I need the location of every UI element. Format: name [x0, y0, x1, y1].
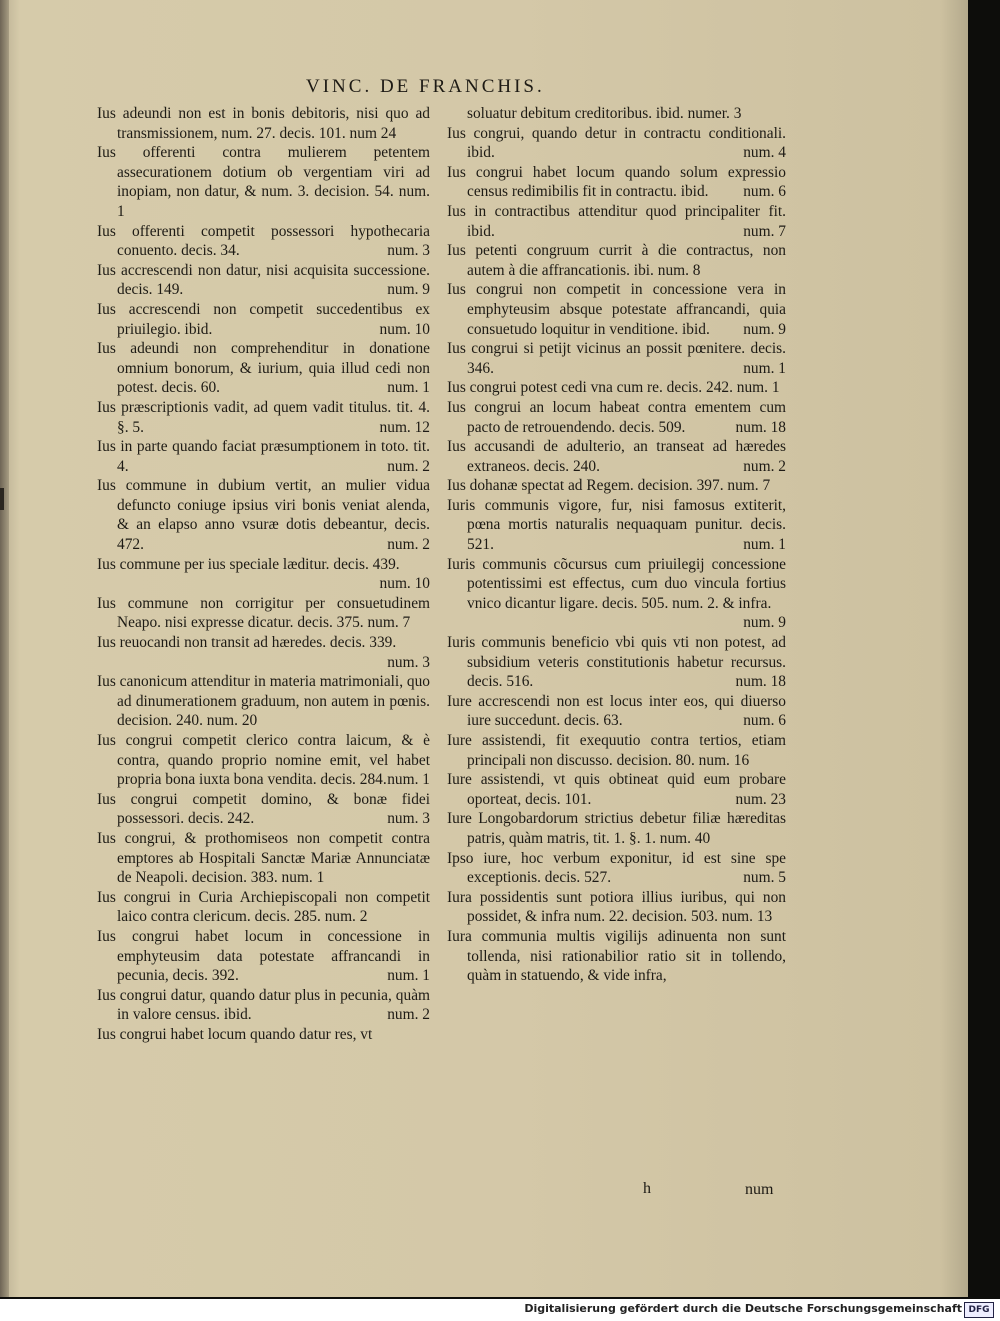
entry-text: Ius commune non corrigitur per consuetudinem Neapo. nisi expresse dicatur. decis. 375. num. 7 [97, 594, 430, 632]
index-entry [97, 790, 430, 829]
entry-reference-number: num. 1 [387, 967, 430, 985]
entry-text: Ius congrui in Curia Archiepiscopali non competit laico contra clericum. decis. 285. num. 2 [97, 888, 430, 926]
index-entry [447, 104, 786, 124]
entry-text: Ius congrui an locum habeat contra ementem cum pacto de retrouendendo. decis. 509. [447, 398, 786, 436]
entry-text: Iure Longobardorum strictius debetur filiæ hæreditas patris, quàm matris, tit. 1. §. 1. num. 40 [447, 810, 786, 847]
catchword: num [745, 1181, 774, 1198]
index-entry [97, 594, 430, 633]
entry-reference-number: num. 9 [743, 614, 786, 632]
left-column [97, 104, 430, 1045]
index-entry [447, 398, 786, 437]
entry-reference-number: num. 5 [743, 869, 786, 887]
index-entry [97, 633, 430, 672]
entry-reference-number: num. 2 [743, 457, 786, 475]
index-entry [447, 476, 786, 496]
entry-reference-number: num. 4 [743, 144, 786, 162]
entry-text: Ius dohanæ spectat ad Regem. decision. 397. num. 7 [447, 477, 771, 495]
entry-reference-number: num. 12 [379, 418, 430, 436]
entry-text: Iura communia multis vigilijs adinuenta non sunt tollenda, nisi rationabilior ratio sit in tollendo, quàm in statuendo, & vide infra, [447, 927, 786, 985]
entry-reference-number: num. 6 [743, 183, 786, 201]
entry-reference-number: num. 1 [387, 771, 430, 789]
entry-reference-number: num. 9 [387, 281, 430, 299]
entry-reference-number: num. 1 [743, 536, 786, 554]
entry-text: Iura possidentis sunt potiora illius iuribus, qui non possidet, & infra num. 22. decision. 503. num. 13 [447, 888, 786, 926]
entry-text: Iure assistendi, fit exequutio contra tertios, etiam principali non discusso. decision. 80. num. 16 [447, 732, 786, 769]
entry-text: Ipso iure, hoc verbum exponitur, id est sine spe exceptionis. decis. 527. [447, 849, 786, 887]
entry-reference-number: num. 10 [379, 320, 430, 338]
entry-text: Ius congrui competit domino, & bonæ fidei possessori. decis. 242. [97, 790, 430, 828]
entry-text: Ius adeundi non comprehenditur in donatione omnium bonorum, & iurium, quia illud cedi non potest. decis. 60. [97, 340, 430, 397]
index-entry [447, 378, 786, 398]
page-binding-edge [0, 0, 9, 1297]
entry-text: Iure accrescendi non est locus inter eos, qui diuerso iure succedunt. decis. 63. [447, 692, 786, 730]
entry-reference-number: num. 3 [387, 810, 430, 828]
entry-text: Iuris communis vigore, fur, nisi famosus extiterit, pœna mortis naturalis nequaquam punitur. decis. 521. [447, 496, 786, 554]
entry-text: Ius petenti congruum currit à die contractus, non autem à die affrancationis. ibi. num. 8 [447, 242, 786, 279]
index-entry [447, 339, 786, 378]
entry-reference-number: num. 9 [743, 320, 786, 338]
index-entry [447, 202, 786, 241]
entry-text: Ius congrui datur, quando datur plus in pecunia, quàm in valore census. ibid. [97, 986, 430, 1024]
entry-text: Ius commune per ius speciale læditur. decis. 439. [97, 555, 400, 573]
index-entry [97, 300, 430, 339]
entry-text: Ius congrui si petijt vicinus an possit pœnitere. decis. 346. [447, 340, 786, 377]
funding-credit: Digitalisierung gefördert durch die Deutsche Forschungsgemeinschaft [524, 1302, 962, 1315]
entry-text: Ius congrui competit clerico contra laicum, & è contra, quando proprio nomine emit, vel habet propria bona iuxta bona vendita. decis. 284. [97, 732, 430, 789]
dfg-logo: DFG [964, 1302, 994, 1318]
index-entry [97, 731, 430, 790]
index-entry [97, 476, 430, 554]
entry-text: Ius offerenti competit possessori hypothecaria conuento. decis. 34. [97, 222, 430, 260]
entry-text: Ius reuocandi non transit ad hæredes. decis. 339. [97, 634, 397, 652]
index-entry [447, 731, 786, 770]
index-entry [447, 927, 786, 986]
signature-mark: h [643, 1180, 651, 1197]
index-entry [97, 888, 430, 927]
index-entry [97, 672, 430, 731]
index-entry [447, 163, 786, 202]
entry-text: soluatur debitum creditoribus. ibid. numer. 3 [467, 105, 742, 122]
entry-text: Ius canonicum attenditur in materia matrimoniali, quo ad dinumerationem graduum, non autem in pœnis. decision. 240. num. 20 [97, 673, 430, 730]
entry-text: Ius adeundi non est in bonis debitoris, nisi quo ad transmissionem, num. 27. decis. 101. num 24 [97, 105, 430, 142]
index-entry [447, 809, 786, 848]
index-entry [447, 692, 786, 731]
entry-reference-number: num. 23 [735, 790, 786, 808]
entry-text: Ius congrui non competit in concessione vera in emphyteusim absque potestate affrancandi, quia consuetudo loquitur in venditione. ibid. [447, 281, 786, 338]
index-entry [447, 437, 786, 476]
entry-reference-number: num. 2 [387, 1006, 430, 1024]
index-entry [447, 280, 786, 339]
entry-text: Iuris communis beneficio vbi quis vti non potest, ad subsidium veteris constitutionis habetur recursus. decis. 516. [447, 634, 786, 691]
index-entry [97, 927, 430, 986]
index-entry [447, 849, 786, 888]
index-entry [447, 770, 786, 809]
entry-text: Iuris communis cõcursus cum priuilegij concessione potentissimi est effectus, cum duo vincula fortius vnico dicantur ligare. decis. 505. num. 2. & infra. [447, 555, 786, 612]
index-entry [97, 437, 430, 476]
entry-reference-number: num. 1 [743, 359, 786, 377]
entry-text: Ius accusandi de adulterio, an transeat ad hæredes extraneos. decis. 240. [447, 438, 786, 475]
entry-reference-number: num. 7 [743, 222, 786, 240]
entry-reference-number: num. 6 [743, 712, 786, 730]
index-entry [447, 888, 786, 927]
index-entry [447, 496, 786, 555]
entry-reference-number: num. 2 [387, 457, 430, 475]
index-entry [447, 555, 786, 633]
index-entry [97, 339, 430, 398]
entry-text: Ius præscriptionis vadit, ad quem vadit titulus. tit. 4. §. 5. [97, 398, 430, 436]
entry-text: Ius congrui habet locum quando datur res, vt [97, 1025, 373, 1043]
index-entry [97, 1025, 430, 1045]
entry-text: Ius congrui, & prothomiseos non competit contra emptores ab Hospitali Sanctæ Mariæ Annunciatæ de Neapoli. decision. 383. num. 1 [97, 829, 430, 887]
index-entry [97, 555, 430, 594]
entry-text: Ius commune in dubium vertit, an mulier vidua defuncto coniuge ipsius viri bonis veniat alenda, & an elapso anno vsuræ dotis debeantur, decis. 472. [97, 477, 430, 554]
entry-text: Ius offerenti contra mulierem petentem assecurationem dotium ob vergentiam viri ad inopiam, non datur, & num. 3. decision. 54. num. 1 [97, 144, 430, 220]
entry-text: Ius accrescendi non competit succedentibus ex priuilegio. ibid. [97, 300, 430, 338]
entry-text: Ius accrescendi non datur, nisi acquisita successione. decis. 149. [97, 261, 430, 299]
index-entry [97, 829, 430, 888]
entry-reference-number: num. 10 [379, 575, 430, 593]
entry-text: Ius congrui habet locum in concessione in emphyteusim data potestate affrancandi in pecunia, decis. 392. [97, 927, 430, 985]
entry-text: Ius congrui habet locum quando solum expressio census redimibilis fit in contractu. ibid. [447, 163, 786, 201]
entry-reference-number: num. 18 [735, 418, 786, 436]
right-column [447, 104, 786, 986]
index-entry [447, 124, 786, 163]
entry-text: Ius in contractibus attenditur quod principaliter fit. ibid. [447, 202, 786, 240]
index-entry [97, 222, 430, 261]
entry-reference-number: num. 2 [387, 536, 430, 554]
index-entry [97, 104, 430, 143]
entry-text: Ius in parte quando faciat præsumptionem in toto. tit. 4. [97, 438, 430, 475]
index-entry [97, 986, 430, 1025]
entry-text: Ius congrui potest cedi vna cum re. decis. 242. num. 1 [447, 379, 780, 397]
index-entry [97, 398, 430, 437]
index-entry [447, 241, 786, 280]
entry-text: Ius congrui, quando detur in contractu conditionali. ibid. [447, 124, 786, 162]
entry-reference-number: num. 3 [387, 242, 430, 260]
index-entry [97, 261, 430, 300]
entry-reference-number: num. 3 [387, 653, 430, 671]
index-entry [97, 143, 430, 221]
margin-mark [0, 488, 4, 510]
entry-reference-number: num. 1 [387, 379, 430, 397]
entry-text: Iure assistendi, vt quis obtineat quid eum probare oporteat, decis. 101. [447, 771, 786, 808]
entry-reference-number: num. 18 [735, 673, 786, 691]
running-header: VINC. DE FRANCHIS. [306, 76, 545, 97]
index-entry [447, 633, 786, 692]
